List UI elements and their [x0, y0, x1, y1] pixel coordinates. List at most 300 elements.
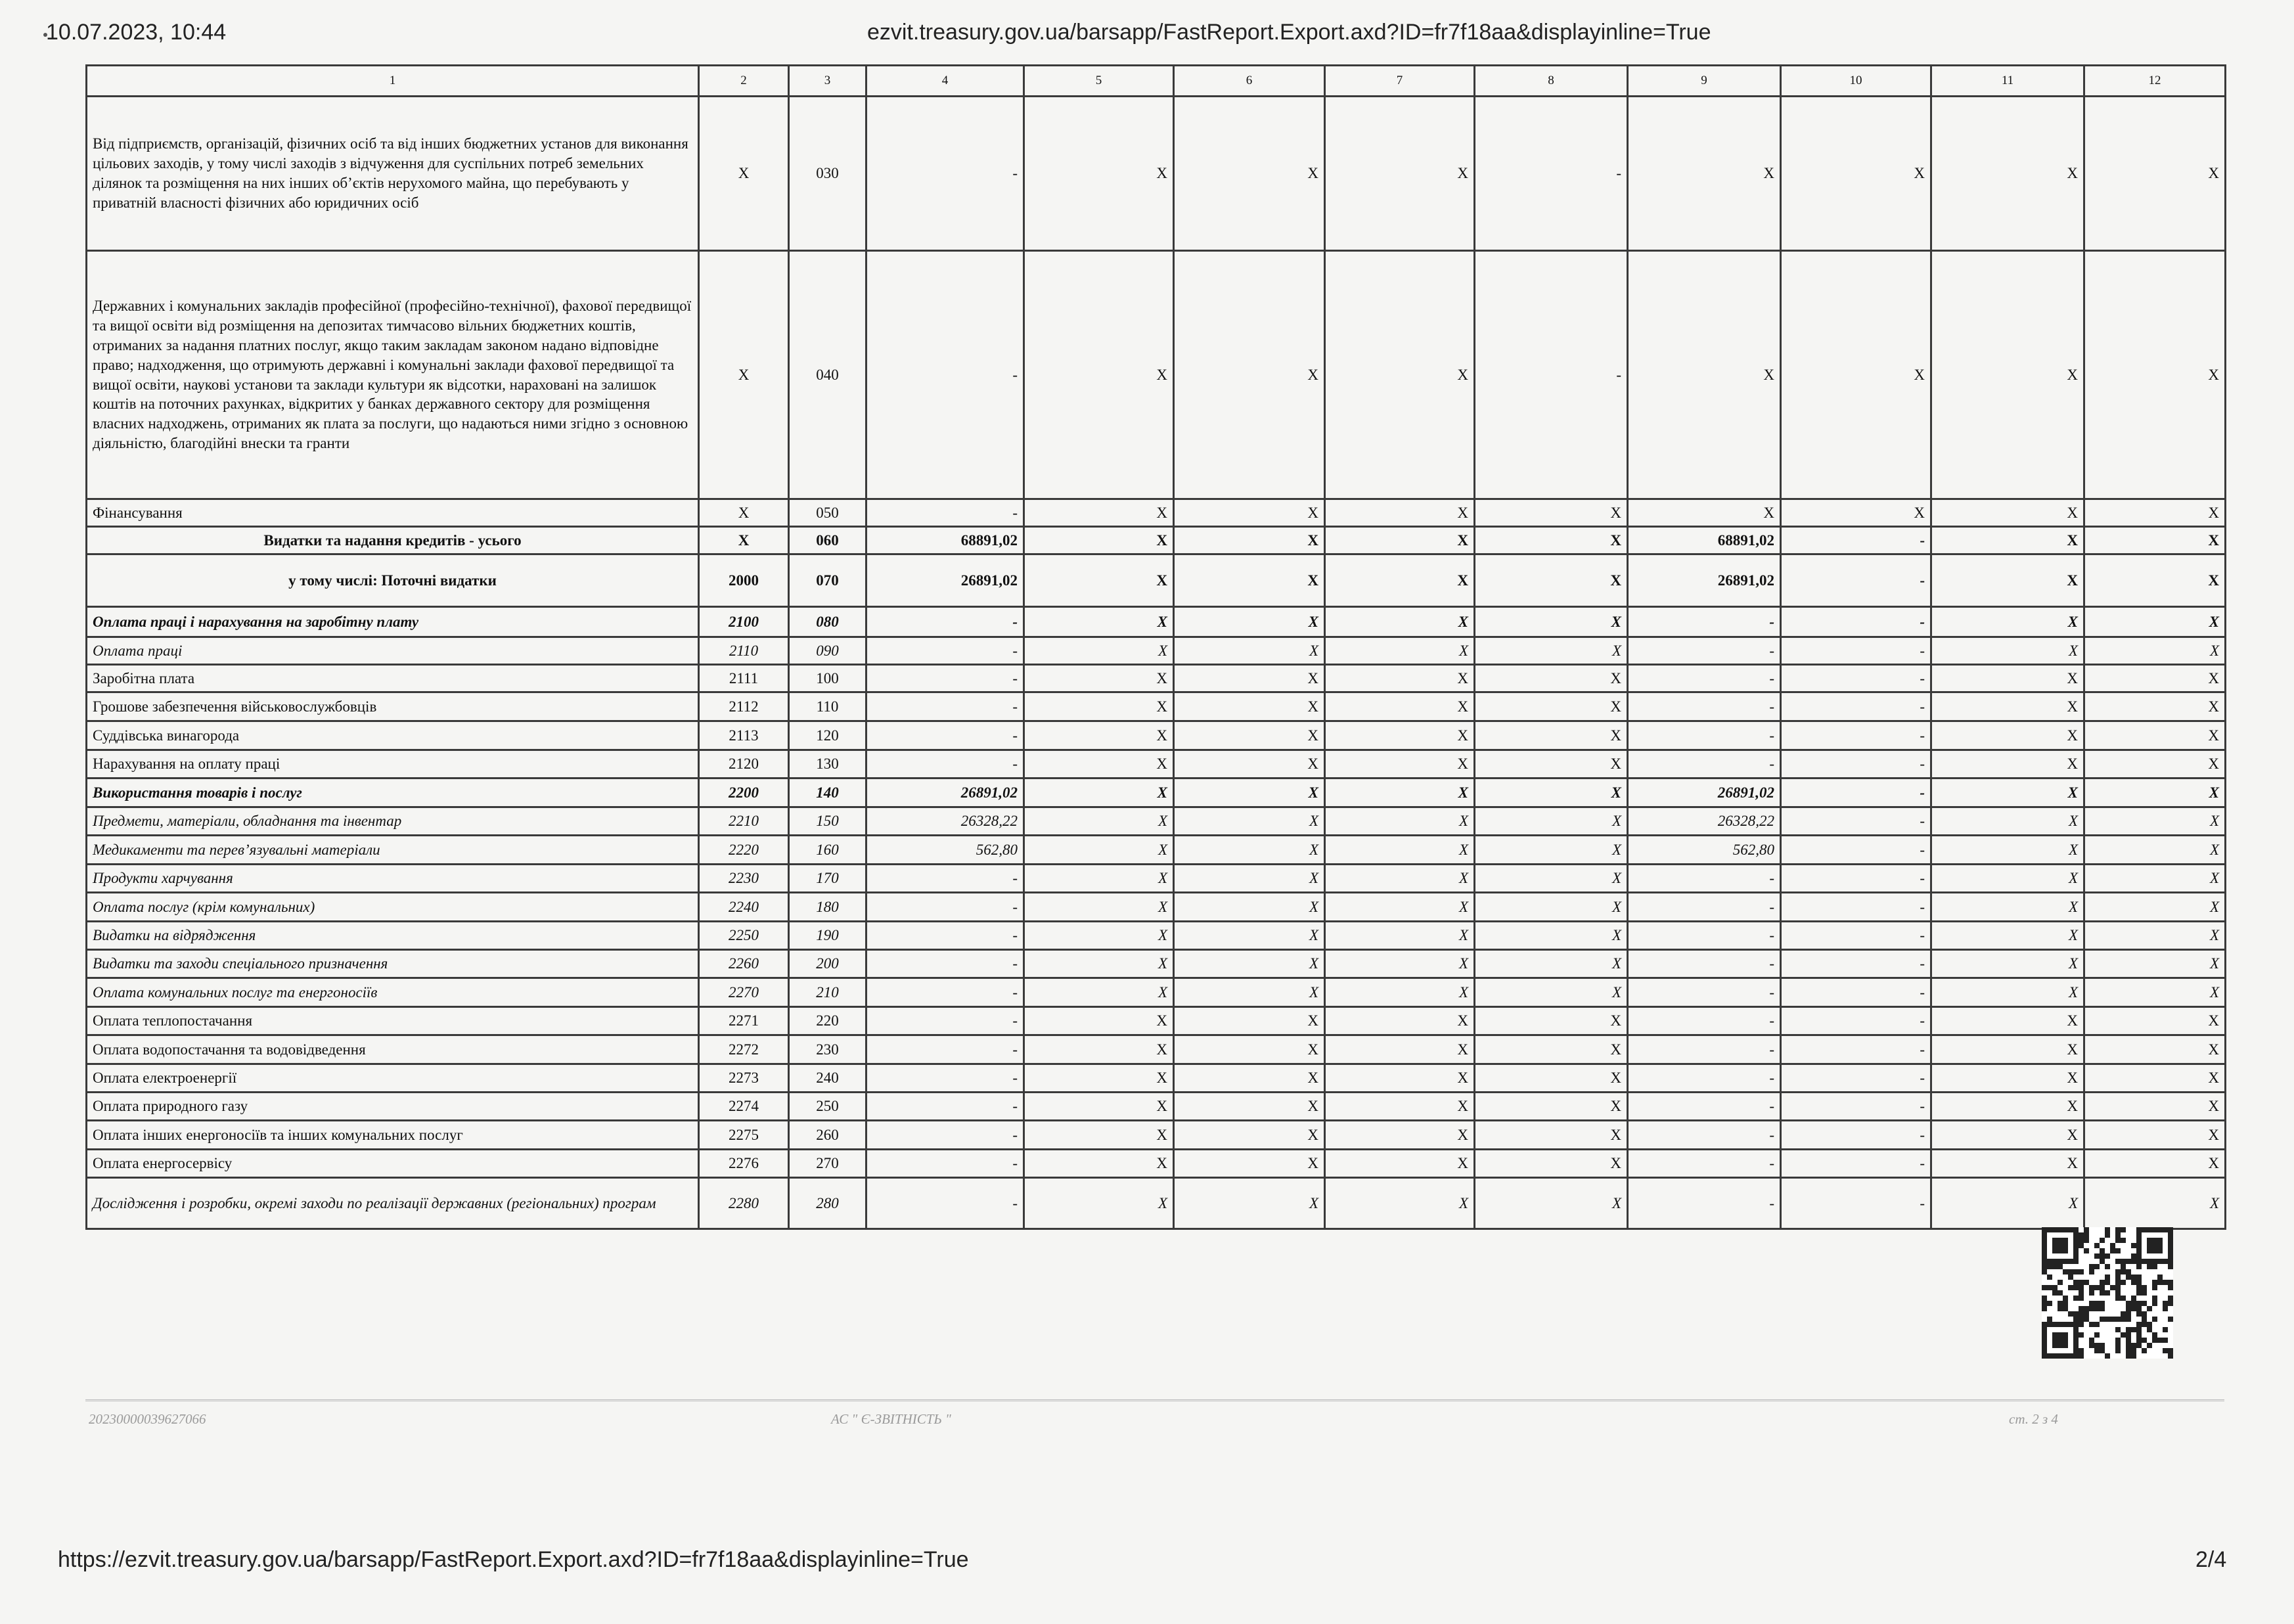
row-value-col9: - — [1628, 665, 1781, 692]
row-value-col5: X — [1024, 836, 1174, 865]
row-value-col11: X — [1931, 1121, 2084, 1150]
column-number-3: 3 — [789, 66, 866, 97]
row-value-col4: - — [866, 97, 1024, 251]
row-kekv-code: 2271 — [699, 1007, 789, 1035]
row-kekv-code: X — [699, 251, 789, 499]
row-value-col8: X — [1475, 1064, 1628, 1093]
row-value-col11: X — [1931, 721, 2084, 750]
column-number-11: 11 — [1931, 66, 2084, 97]
row-value-col9: - — [1628, 637, 1781, 665]
row-value-col7: X — [1325, 1093, 1475, 1121]
row-label: Медикаменти та перев’язувальні матеріали — [87, 836, 699, 865]
row-value-col10: - — [1781, 922, 1931, 950]
row-label: Продукти харчування — [87, 865, 699, 893]
row-value-col12: X — [2084, 692, 2226, 721]
row-label: Оплата інших енергоносіїв та інших комунальних послуг — [87, 1121, 699, 1150]
row-label: Від підприємств, організацій, фізичних осіб та від інших бюджетних установ для виконання цільових заходів, у тому числі заходів з відчуження для суспільних потреб земельних ділянок та розміщення на них інших об’єктів нерухомого майна, що перебувають у приватній власності фізичних або юридичних осіб — [87, 97, 699, 251]
row-label: Державних і комунальних закладів професійної (професійно-технічної), фахової передвищої та вищої освіти від розміщення на депозитах тимчасово вільних бюджетних коштів, отриманих за надання платних послуг, якщо таким закладам законом надано відповідне право; надходження, що отримують державні і комунальні заклади фахової передвищої та вищої освіти, наукові установи та заклади культури як відсотки, нараховані на залишок коштів на поточних рахунках, відкритих у банках державного сектору для розміщення власних надходжень, отриманих як плата за послуги, що надаються ними згідно з основною діяльністю, благодійні внески та гранти — [87, 251, 699, 499]
row-value-col10: - — [1781, 1121, 1931, 1150]
table-row — [87, 807, 2226, 836]
row-line-code: 110 — [789, 692, 866, 721]
row-value-col6: X — [1174, 807, 1325, 836]
row-value-col9: - — [1628, 1178, 1781, 1229]
row-value-col9: - — [1628, 950, 1781, 978]
row-value-col7: X — [1325, 950, 1475, 978]
row-value-col10: - — [1781, 778, 1931, 807]
row-value-col7: X — [1325, 1035, 1475, 1064]
row-value-col6: X — [1174, 922, 1325, 950]
row-value-col9: 26328,22 — [1628, 807, 1781, 836]
row-value-col9: - — [1628, 607, 1781, 637]
row-value-col12: X — [2084, 865, 2226, 893]
column-number-5: 5 — [1024, 66, 1174, 97]
table-body — [87, 66, 2226, 1229]
row-value-col9: - — [1628, 1035, 1781, 1064]
table-row — [87, 893, 2226, 922]
row-value-col6: X — [1174, 1035, 1325, 1064]
row-value-col8: X — [1475, 1093, 1628, 1121]
row-line-code: 090 — [789, 637, 866, 665]
row-label: Фінансування — [87, 499, 699, 527]
row-value-col12: X — [2084, 499, 2226, 527]
row-kekv-code: 2110 — [699, 637, 789, 665]
table-row — [87, 865, 2226, 893]
column-number-1: 1 — [87, 66, 699, 97]
row-value-col9: - — [1628, 692, 1781, 721]
row-value-col9: - — [1628, 721, 1781, 750]
row-value-col9: - — [1628, 1150, 1781, 1178]
row-value-col9: X — [1628, 251, 1781, 499]
row-value-col11: X — [1931, 665, 2084, 692]
row-value-col5: X — [1024, 251, 1174, 499]
row-value-col7: X — [1325, 527, 1475, 554]
table-row — [87, 665, 2226, 692]
row-value-col8: X — [1475, 778, 1628, 807]
row-value-col4: 26891,02 — [866, 554, 1024, 607]
row-value-col9: - — [1628, 978, 1781, 1007]
row-kekv-code: 2120 — [699, 750, 789, 778]
row-value-col8: X — [1475, 836, 1628, 865]
row-value-col4: 26328,22 — [866, 807, 1024, 836]
row-line-code: 230 — [789, 1035, 866, 1064]
row-label: Заробітна плата — [87, 665, 699, 692]
row-label: Оплата праці і нарахування на заробітну плату — [87, 607, 699, 637]
row-value-col11: X — [1931, 865, 2084, 893]
row-value-col6: X — [1174, 950, 1325, 978]
row-value-col6: X — [1174, 978, 1325, 1007]
row-value-col7: X — [1325, 251, 1475, 499]
row-value-col7: X — [1325, 637, 1475, 665]
row-value-col4: - — [866, 665, 1024, 692]
row-value-col7: X — [1325, 499, 1475, 527]
row-line-code: 260 — [789, 1121, 866, 1150]
row-line-code: 180 — [789, 893, 866, 922]
column-number-row — [87, 66, 2226, 97]
row-value-col7: X — [1325, 692, 1475, 721]
row-value-col5: X — [1024, 97, 1174, 251]
row-kekv-code: 2270 — [699, 978, 789, 1007]
row-kekv-code: 2275 — [699, 1121, 789, 1150]
row-value-col8: X — [1475, 1035, 1628, 1064]
row-value-col8: X — [1475, 1178, 1628, 1229]
row-label: Оплата теплопостачання — [87, 1007, 699, 1035]
table-row — [87, 750, 2226, 778]
row-value-col6: X — [1174, 499, 1325, 527]
row-value-col7: X — [1325, 865, 1475, 893]
row-value-col12: X — [2084, 554, 2226, 607]
row-value-col4: - — [866, 251, 1024, 499]
row-value-col9: 26891,02 — [1628, 554, 1781, 607]
row-value-col12: X — [2084, 527, 2226, 554]
row-value-col5: X — [1024, 692, 1174, 721]
budget-report-table — [85, 64, 2226, 1230]
table-row — [87, 836, 2226, 865]
row-value-col6: X — [1174, 607, 1325, 637]
table-row — [87, 1093, 2226, 1121]
row-value-col4: - — [866, 1035, 1024, 1064]
row-label: Оплата енергосервісу — [87, 1150, 699, 1178]
row-value-col12: X — [2084, 637, 2226, 665]
row-value-col11: X — [1931, 251, 2084, 499]
row-line-code: 160 — [789, 836, 866, 865]
row-value-col8: X — [1475, 637, 1628, 665]
row-value-col8: X — [1475, 922, 1628, 950]
row-value-col6: X — [1174, 1064, 1325, 1093]
row-kekv-code: 2000 — [699, 554, 789, 607]
row-value-col5: X — [1024, 865, 1174, 893]
row-value-col5: X — [1024, 637, 1174, 665]
row-value-col8: X — [1475, 750, 1628, 778]
row-value-col11: X — [1931, 499, 2084, 527]
row-value-col8: X — [1475, 692, 1628, 721]
row-value-col10: - — [1781, 1007, 1931, 1035]
row-value-col10: - — [1781, 893, 1931, 922]
row-value-col12: X — [2084, 978, 2226, 1007]
row-value-col4: - — [866, 893, 1024, 922]
row-value-col9: 26891,02 — [1628, 778, 1781, 807]
row-value-col5: X — [1024, 721, 1174, 750]
column-number-6: 6 — [1174, 66, 1325, 97]
row-value-col12: X — [2084, 1093, 2226, 1121]
row-value-col6: X — [1174, 721, 1325, 750]
row-kekv-code: X — [699, 97, 789, 251]
row-kekv-code: 2111 — [699, 665, 789, 692]
row-value-col9: - — [1628, 865, 1781, 893]
row-value-col7: X — [1325, 665, 1475, 692]
row-value-col5: X — [1024, 665, 1174, 692]
row-kekv-code: 2280 — [699, 1178, 789, 1229]
row-value-col12: X — [2084, 778, 2226, 807]
table-row — [87, 607, 2226, 637]
print-footer-url: https://ezvit.treasury.gov.ua/barsapp/FastReport.Export.axd?ID=fr7f18aa&displayinline=True — [58, 1547, 969, 1572]
row-value-col6: X — [1174, 893, 1325, 922]
row-value-col8: X — [1475, 607, 1628, 637]
row-value-col10: - — [1781, 665, 1931, 692]
row-value-col8: X — [1475, 893, 1628, 922]
row-kekv-code: 2230 — [699, 865, 789, 893]
row-value-col5: X — [1024, 1035, 1174, 1064]
row-value-col8: X — [1475, 1121, 1628, 1150]
row-value-col10: - — [1781, 978, 1931, 1007]
row-value-col5: X — [1024, 1064, 1174, 1093]
row-label: Оплата комунальних послуг та енергоносіїв — [87, 978, 699, 1007]
column-number-12: 12 — [2084, 66, 2226, 97]
row-label: Предмети, матеріали, обладнання та інвентар — [87, 807, 699, 836]
row-value-col4: - — [866, 950, 1024, 978]
row-value-col10: - — [1781, 1150, 1931, 1178]
row-value-col6: X — [1174, 865, 1325, 893]
row-label: Використання товарів і послуг — [87, 778, 699, 807]
row-kekv-code: 2274 — [699, 1093, 789, 1121]
table-row — [87, 1150, 2226, 1178]
row-value-col10: - — [1781, 637, 1931, 665]
row-value-col11: X — [1931, 1150, 2084, 1178]
row-value-col7: X — [1325, 1007, 1475, 1035]
row-value-col10: - — [1781, 721, 1931, 750]
page-note: ст. 2 з 4 — [2009, 1411, 2058, 1427]
row-value-col5: X — [1024, 1121, 1174, 1150]
row-value-col7: X — [1325, 893, 1475, 922]
row-value-col11: X — [1931, 1178, 2084, 1229]
row-value-col7: X — [1325, 554, 1475, 607]
row-value-col4: 562,80 — [866, 836, 1024, 865]
row-value-col5: X — [1024, 922, 1174, 950]
row-value-col7: X — [1325, 1121, 1475, 1150]
system-name: АС " Є-ЗВІТНІСТЬ " — [831, 1411, 951, 1427]
row-value-col6: X — [1174, 97, 1325, 251]
row-value-col8: X — [1475, 1150, 1628, 1178]
row-value-col9: 562,80 — [1628, 836, 1781, 865]
row-kekv-code: 2100 — [699, 607, 789, 637]
row-line-code: 270 — [789, 1150, 866, 1178]
row-value-col7: X — [1325, 1178, 1475, 1229]
table-row — [87, 251, 2226, 499]
row-value-col4: 26891,02 — [866, 778, 1024, 807]
row-value-col11: X — [1931, 978, 2084, 1007]
row-value-col10: - — [1781, 836, 1931, 865]
row-label: Суддівська винагорода — [87, 721, 699, 750]
row-value-col5: X — [1024, 778, 1174, 807]
row-value-col12: X — [2084, 750, 2226, 778]
document-id: 20230000039627066 — [89, 1411, 206, 1427]
row-line-code: 190 — [789, 922, 866, 950]
row-value-col4: - — [866, 692, 1024, 721]
table-row — [87, 978, 2226, 1007]
print-datetime: 10.07.2023, 10:44 — [46, 20, 227, 45]
print-page-number: 2/4 — [2195, 1547, 2227, 1572]
row-value-col4: - — [866, 922, 1024, 950]
row-kekv-code: 2220 — [699, 836, 789, 865]
row-value-col5: X — [1024, 1150, 1174, 1178]
row-label: у тому числі: Поточні видатки — [87, 554, 699, 607]
row-value-col5: X — [1024, 1093, 1174, 1121]
row-line-code: 080 — [789, 607, 866, 637]
column-number-2: 2 — [699, 66, 789, 97]
row-value-col11: X — [1931, 778, 2084, 807]
row-value-col8: X — [1475, 978, 1628, 1007]
row-value-col4: - — [866, 499, 1024, 527]
table-row — [87, 499, 2226, 527]
row-value-col4: - — [866, 1150, 1024, 1178]
row-label: Видатки та надання кредитів - усього — [87, 527, 699, 554]
row-kekv-code: 2200 — [699, 778, 789, 807]
row-value-col9: X — [1628, 97, 1781, 251]
qr-code — [2042, 1227, 2173, 1359]
row-value-col5: X — [1024, 554, 1174, 607]
row-line-code: 220 — [789, 1007, 866, 1035]
row-value-col11: X — [1931, 692, 2084, 721]
row-value-col10: - — [1781, 865, 1931, 893]
row-value-col9: - — [1628, 893, 1781, 922]
row-value-col5: X — [1024, 807, 1174, 836]
row-value-col8: - — [1475, 97, 1628, 251]
row-value-col8: - — [1475, 251, 1628, 499]
row-label: Оплата природного газу — [87, 1093, 699, 1121]
row-label: Оплата електроенергії — [87, 1064, 699, 1093]
row-label: Нарахування на оплату праці — [87, 750, 699, 778]
row-value-col8: X — [1475, 554, 1628, 607]
row-value-col11: X — [1931, 950, 2084, 978]
row-label: Видатки та заходи спеціального призначення — [87, 950, 699, 978]
row-value-col11: X — [1931, 554, 2084, 607]
row-value-col9: - — [1628, 1064, 1781, 1093]
row-value-col7: X — [1325, 721, 1475, 750]
row-value-col8: X — [1475, 721, 1628, 750]
row-value-col11: X — [1931, 750, 2084, 778]
row-label: Видатки на відрядження — [87, 922, 699, 950]
row-value-col6: X — [1174, 527, 1325, 554]
row-value-col6: X — [1174, 836, 1325, 865]
table-row — [87, 1121, 2226, 1150]
row-value-col5: X — [1024, 893, 1174, 922]
row-value-col10: - — [1781, 1064, 1931, 1093]
footer-divider — [85, 1399, 2224, 1401]
row-line-code: 210 — [789, 978, 866, 1007]
row-value-col4: - — [866, 978, 1024, 1007]
table-row — [87, 97, 2226, 251]
row-value-col5: X — [1024, 607, 1174, 637]
row-label: Грошове забезпечення військовослужбовців — [87, 692, 699, 721]
column-number-8: 8 — [1475, 66, 1628, 97]
row-value-col4: - — [866, 1093, 1024, 1121]
print-header-url: ezvit.treasury.gov.ua/barsapp/FastReport.Export.axd?ID=fr7f18aa&displayinline=True — [867, 20, 1711, 45]
row-value-col7: X — [1325, 607, 1475, 637]
row-value-col11: X — [1931, 637, 2084, 665]
table-row — [87, 692, 2226, 721]
row-value-col11: X — [1931, 97, 2084, 251]
row-value-col10: - — [1781, 527, 1931, 554]
row-value-col12: X — [2084, 1121, 2226, 1150]
column-number-7: 7 — [1325, 66, 1475, 97]
row-line-code: 240 — [789, 1064, 866, 1093]
table-row — [87, 527, 2226, 554]
row-value-col4: - — [866, 637, 1024, 665]
row-value-col6: X — [1174, 637, 1325, 665]
row-value-col11: X — [1931, 1093, 2084, 1121]
row-value-col12: X — [2084, 251, 2226, 499]
row-value-col4: - — [866, 865, 1024, 893]
row-line-code: 050 — [789, 499, 866, 527]
row-value-col11: X — [1931, 607, 2084, 637]
row-value-col6: X — [1174, 692, 1325, 721]
row-value-col9: - — [1628, 1007, 1781, 1035]
row-line-code: 060 — [789, 527, 866, 554]
row-value-col6: X — [1174, 554, 1325, 607]
row-value-col12: X — [2084, 1064, 2226, 1093]
row-label: Оплата праці — [87, 637, 699, 665]
row-value-col7: X — [1325, 922, 1475, 950]
row-value-col12: X — [2084, 1178, 2226, 1229]
row-value-col12: X — [2084, 950, 2226, 978]
row-value-col5: X — [1024, 978, 1174, 1007]
row-value-col6: X — [1174, 1178, 1325, 1229]
row-value-col11: X — [1931, 1035, 2084, 1064]
row-value-col8: X — [1475, 527, 1628, 554]
row-kekv-code: 2112 — [699, 692, 789, 721]
row-value-col7: X — [1325, 97, 1475, 251]
row-value-col12: X — [2084, 1150, 2226, 1178]
row-value-col7: X — [1325, 750, 1475, 778]
row-value-col12: X — [2084, 97, 2226, 251]
row-line-code: 100 — [789, 665, 866, 692]
row-value-col9: - — [1628, 1093, 1781, 1121]
row-value-col11: X — [1931, 1007, 2084, 1035]
column-number-9: 9 — [1628, 66, 1781, 97]
row-value-col6: X — [1174, 1121, 1325, 1150]
row-value-col10: - — [1781, 554, 1931, 607]
row-kekv-code: 2276 — [699, 1150, 789, 1178]
row-value-col12: X — [2084, 893, 2226, 922]
row-value-col4: - — [866, 750, 1024, 778]
row-value-col8: X — [1475, 950, 1628, 978]
row-value-col10: X — [1781, 251, 1931, 499]
row-line-code: 140 — [789, 778, 866, 807]
row-value-col8: X — [1475, 807, 1628, 836]
row-value-col6: X — [1174, 1150, 1325, 1178]
row-line-code: 030 — [789, 97, 866, 251]
row-value-col11: X — [1931, 527, 2084, 554]
table-row — [87, 778, 2226, 807]
row-value-col4: - — [866, 1178, 1024, 1229]
row-line-code: 070 — [789, 554, 866, 607]
row-value-col8: X — [1475, 865, 1628, 893]
row-value-col10: - — [1781, 807, 1931, 836]
row-value-col7: X — [1325, 807, 1475, 836]
row-value-col6: X — [1174, 750, 1325, 778]
row-value-col4: - — [866, 1064, 1024, 1093]
row-line-code: 120 — [789, 721, 866, 750]
row-label: Дослідження і розробки, окремі заходи по реалізації державних (регіональних) програм — [87, 1178, 699, 1229]
column-number-10: 10 — [1781, 66, 1931, 97]
row-value-col5: X — [1024, 1178, 1174, 1229]
row-value-col5: X — [1024, 950, 1174, 978]
row-value-col8: X — [1475, 1007, 1628, 1035]
row-value-col11: X — [1931, 893, 2084, 922]
row-value-col7: X — [1325, 978, 1475, 1007]
row-value-col12: X — [2084, 721, 2226, 750]
row-value-col8: X — [1475, 499, 1628, 527]
table-row — [87, 637, 2226, 665]
row-value-col11: X — [1931, 922, 2084, 950]
row-value-col7: X — [1325, 1064, 1475, 1093]
row-value-col4: - — [866, 1007, 1024, 1035]
row-value-col4: - — [866, 1121, 1024, 1150]
row-value-col11: X — [1931, 1064, 2084, 1093]
row-value-col5: X — [1024, 499, 1174, 527]
table-row — [87, 1035, 2226, 1064]
row-value-col10: - — [1781, 950, 1931, 978]
table-row — [87, 950, 2226, 978]
